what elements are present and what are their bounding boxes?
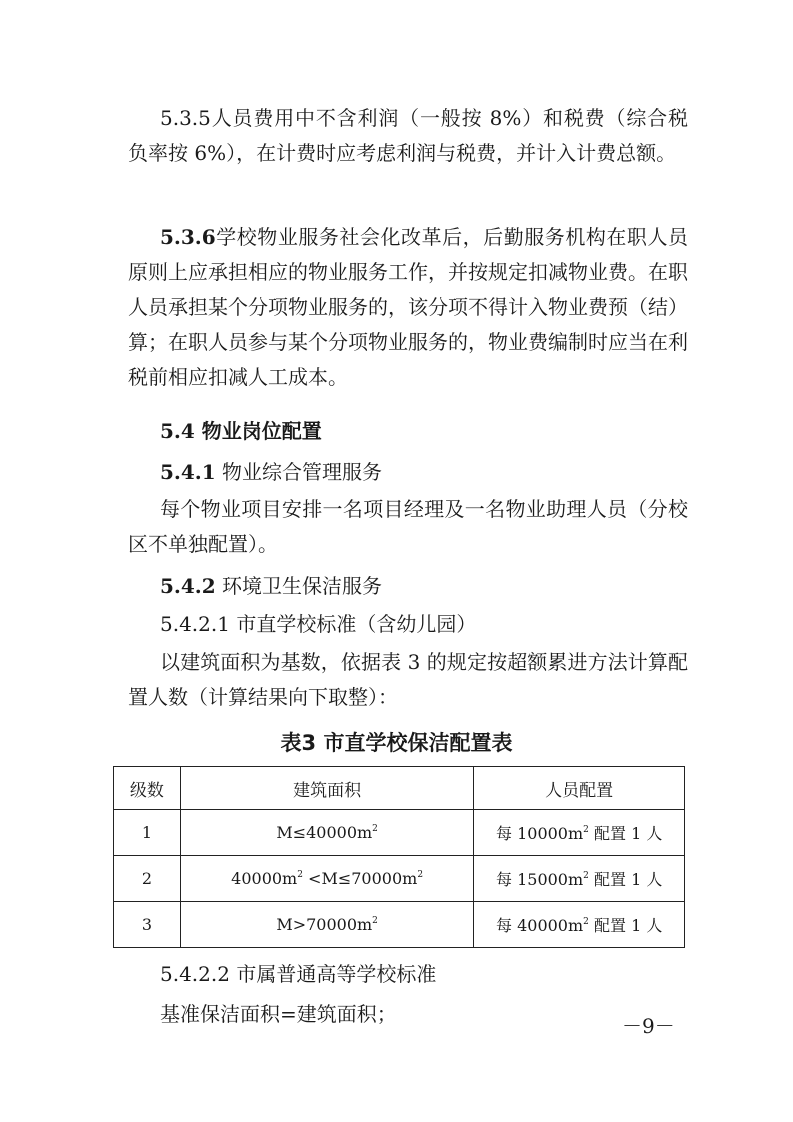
heading-5-4-2-1: 5.4.2.1 市直学校标准（含幼儿园） xyxy=(160,612,477,636)
table-row xyxy=(114,902,685,948)
paragraph-5-4-2-2: 基准保洁面积=建筑面积； xyxy=(160,1002,397,1026)
clause-title: 环境卫生保洁服务 xyxy=(222,574,383,598)
cell-area: $M\le 40000m^2$ xyxy=(180,810,474,856)
table-caption: 表3 市直学校保洁配置表 xyxy=(280,731,513,755)
cell-level: 2 xyxy=(114,856,181,902)
clause-number: 5.4.1 xyxy=(160,460,216,484)
paragraph-5-4-2-1: 以建筑面积为基数，依据表 3 的规定按超额累进方法计算配置人数（计算结果向下取整）： xyxy=(128,650,688,709)
table-header-row xyxy=(114,767,685,810)
clause-text: 人员费用中不含利润（一般按 8%）和税费（综合税负率按 6%），在计费时应考虑利润与税费，并计入计费总额。 xyxy=(128,106,688,165)
section-heading-5-4: 5.4 物业岗位配置 xyxy=(160,419,322,443)
table-row xyxy=(114,810,685,856)
page-number: －9－ xyxy=(622,1014,675,1038)
clause-text: 学校物业服务社会化改革后，后勤服务机构在职人员原则上应承担相应的物业服务工作，并按规定扣减物业费。在职人员承担某个分项物业服务的，该分项不得计入物业费预（结）算；在职人员参与某个分项物业服务的，物业费编制时应当在利税前相应扣减人工成本。 xyxy=(128,225,688,389)
clause-number: 5.3.5 xyxy=(160,106,211,130)
header-area: 建筑面积 xyxy=(180,767,474,810)
cell-area: $40000m^2 <M\le 70000m^2$ xyxy=(180,856,474,902)
table-row xyxy=(114,856,685,902)
cell-level: 1 xyxy=(114,810,181,856)
cleaning-config-table xyxy=(113,766,685,948)
clause-number: 5.4.2 xyxy=(160,574,216,598)
cell-staff: 每 $40000m^2$ 配置 1 人 xyxy=(474,902,685,948)
cell-area: $M>70000m^2$ xyxy=(180,902,474,948)
cell-staff: 每 $10000m^2$ 配置 1 人 xyxy=(474,810,685,856)
heading-5-4-1 xyxy=(160,455,382,490)
paragraph-5-4-1: 每个物业项目安排一名项目经理及一名物业助理人员（分校区不单独配置）。 xyxy=(128,497,688,556)
heading-5-4-2 xyxy=(160,569,382,604)
paragraph-5-3-5 xyxy=(128,101,688,171)
clause-title: 物业综合管理服务 xyxy=(222,460,383,484)
clause-number: 5.3.6 xyxy=(160,225,216,249)
heading-5-4-2-2: 5.4.2.2 市属普通高等学校标准 xyxy=(160,962,437,986)
paragraph-5-3-6 xyxy=(128,220,688,395)
cell-level: 3 xyxy=(114,902,181,948)
header-staff: 人员配置 xyxy=(474,767,685,810)
header-level: 级数 xyxy=(114,767,181,810)
cell-staff: 每 $15000m^2$ 配置 1 人 xyxy=(474,856,685,902)
